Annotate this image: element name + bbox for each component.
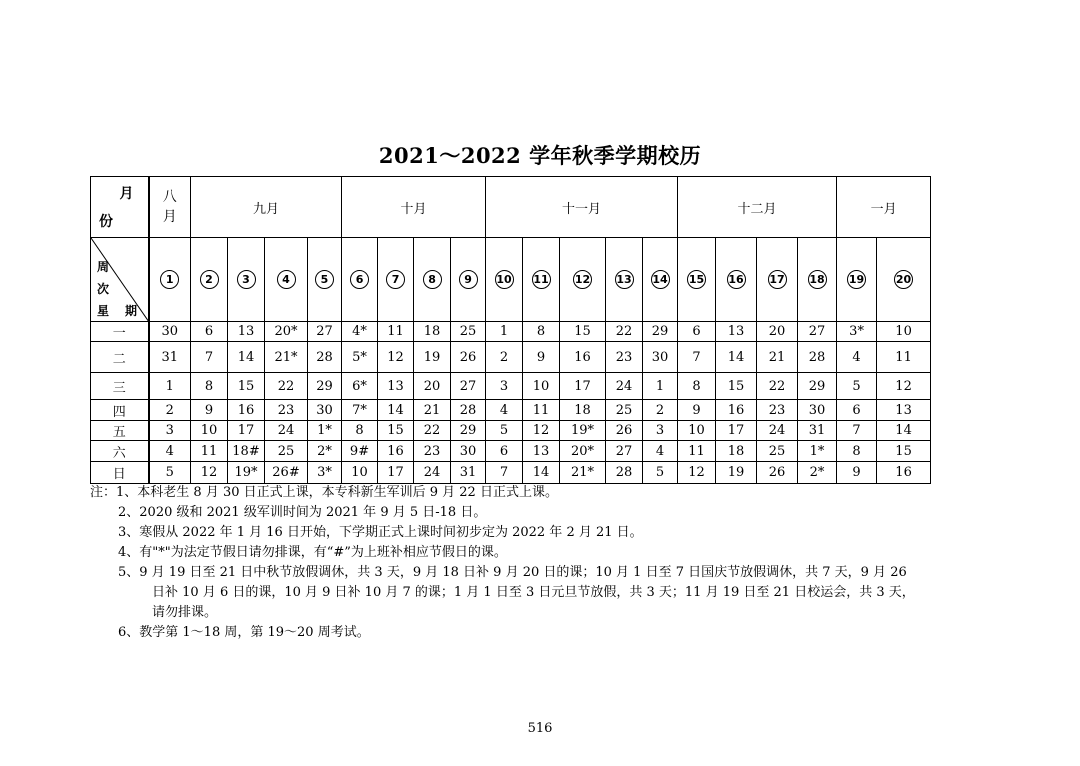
week-number-circle: 4 — [277, 270, 296, 289]
week-number-circle: 12 — [573, 270, 592, 289]
date-cell: 25 — [451, 322, 486, 342]
date-cell: 8 — [191, 373, 228, 400]
week-number-cell — [877, 238, 931, 322]
week-number-circle: 3 — [237, 270, 256, 289]
week-number-circle: 9 — [459, 270, 478, 289]
date-cell: 13 — [523, 441, 560, 462]
date-cell: 23 — [265, 400, 308, 421]
date-cell: 4 — [643, 441, 678, 462]
date-cell: 14 — [877, 421, 931, 441]
date-cell: 30 — [451, 441, 486, 462]
day-label: 六 — [91, 441, 149, 462]
note-line: 注：1、本科老生 8 月 30 日正式上课，本专科新生军训后 9 月 22 日正式上课。 — [90, 485, 558, 500]
month-label-char: 八 — [162, 189, 177, 205]
day-row — [91, 322, 931, 342]
date-cell: 30 — [149, 322, 191, 342]
date-cell: 21* — [560, 462, 606, 484]
date-cell: 21 — [757, 342, 798, 373]
date-cell: 26 — [757, 462, 798, 484]
date-cell: 8 — [678, 373, 716, 400]
date-cell: 12 — [678, 462, 716, 484]
week-number-cell — [378, 238, 414, 322]
school-calendar-table — [90, 176, 931, 484]
day-row — [91, 441, 931, 462]
week-number-circle: 20 — [894, 270, 913, 289]
date-cell: 29 — [451, 421, 486, 441]
date-cell: 4* — [342, 322, 378, 342]
date-cell: 19 — [414, 342, 451, 373]
date-cell: 16 — [378, 441, 414, 462]
date-cell: 8 — [837, 441, 877, 462]
date-cell: 20* — [265, 322, 308, 342]
note-line: 3、寒假从 2022 年 1 月 16 日开始，下学期正式上课时间初步定为 2022 年 2 月 21 日。 — [118, 525, 643, 540]
date-cell: 30 — [798, 400, 837, 421]
date-cell: 1 — [643, 373, 678, 400]
date-cell: 5 — [643, 462, 678, 484]
week-number-cell — [414, 238, 451, 322]
week-number-circle: 16 — [727, 270, 746, 289]
date-cell: 31 — [451, 462, 486, 484]
week-number-cell — [228, 238, 265, 322]
date-cell: 22 — [606, 322, 643, 342]
date-cell: 25 — [265, 441, 308, 462]
date-cell: 22 — [265, 373, 308, 400]
date-cell: 13 — [877, 400, 931, 421]
date-cell: 19 — [716, 462, 757, 484]
week-number-cell — [798, 238, 837, 322]
date-cell: 9 — [837, 462, 877, 484]
date-cell: 13 — [716, 322, 757, 342]
week-number-cell — [451, 238, 486, 322]
week-number-cell — [486, 238, 523, 322]
date-cell: 18 — [414, 322, 451, 342]
date-cell: 3* — [837, 322, 877, 342]
date-cell: 18 — [716, 441, 757, 462]
date-cell: 26 — [606, 421, 643, 441]
date-cell: 28 — [308, 342, 342, 373]
week-number-circle: 19 — [847, 270, 866, 289]
week-number-circle: 13 — [615, 270, 634, 289]
month-cell — [342, 177, 486, 238]
date-cell: 3 — [486, 373, 523, 400]
week-number-cell — [265, 238, 308, 322]
date-cell: 26# — [265, 462, 308, 484]
date-cell: 11 — [378, 322, 414, 342]
date-cell: 14 — [716, 342, 757, 373]
note-line: 2、2020 级和 2021 级军训时间为 2021 年 9 月 5 日-18 日。 — [118, 505, 487, 520]
date-cell: 21 — [414, 400, 451, 421]
week-number-circle: 6 — [350, 270, 369, 289]
note-line: 请勿排课。 — [152, 605, 218, 620]
week-number-circle: 15 — [687, 270, 706, 289]
month-label: 十二月 — [737, 201, 777, 217]
note-line: 6、教学第 1～18 周，第 19～20 周考试。 — [118, 625, 370, 640]
date-cell: 26 — [451, 342, 486, 373]
date-cell: 25 — [606, 400, 643, 421]
date-cell: 29 — [643, 322, 678, 342]
week-number-cell — [606, 238, 643, 322]
week-number-cell — [308, 238, 342, 322]
date-cell: 23 — [606, 342, 643, 373]
date-cell: 13 — [228, 322, 265, 342]
date-cell: 11 — [877, 342, 931, 373]
week-number-circle: 11 — [532, 270, 551, 289]
date-cell: 16 — [560, 342, 606, 373]
date-cell: 4 — [837, 342, 877, 373]
date-cell: 20 — [757, 322, 798, 342]
corner-month-top: 月 — [119, 186, 134, 202]
date-cell: 6 — [678, 322, 716, 342]
week-number-cell — [716, 238, 757, 322]
corner-month-bottom: 份 — [99, 214, 113, 230]
date-cell: 11 — [678, 441, 716, 462]
date-cell: 10 — [877, 322, 931, 342]
month-cell — [149, 177, 191, 238]
date-cell: 5 — [149, 462, 191, 484]
month-label: 九月 — [253, 201, 280, 217]
date-cell: 5 — [486, 421, 523, 441]
date-cell: 7 — [678, 342, 716, 373]
date-cell: 6* — [342, 373, 378, 400]
date-cell: 24 — [414, 462, 451, 484]
date-cell: 29 — [308, 373, 342, 400]
day-label: 一 — [91, 322, 149, 342]
date-cell: 2* — [308, 441, 342, 462]
week-number-cell — [757, 238, 798, 322]
date-cell: 2* — [798, 462, 837, 484]
week-number-cell — [342, 238, 378, 322]
corner-week-b: 次 — [97, 282, 110, 296]
day-label: 五 — [91, 421, 149, 441]
date-cell: 16 — [228, 400, 265, 421]
week-header-row — [91, 238, 931, 322]
day-label: 二 — [91, 342, 149, 373]
date-cell: 5* — [342, 342, 378, 373]
week-number-cell — [643, 238, 678, 322]
page-title: 2021～2022 学年秋季学期校历 — [378, 143, 702, 168]
date-cell: 10 — [678, 421, 716, 441]
date-cell: 17 — [228, 421, 265, 441]
note-line: 5、9 月 19 日至 21 日中秋节放假调休，共 3 天，9 月 18 日补 9 月 20 日的课；10 月 1 日至 7 日国庆节放假调休，共 7 天，9 月 26 — [118, 565, 907, 580]
week-number-cell — [191, 238, 228, 322]
date-cell: 15 — [877, 441, 931, 462]
date-cell: 4 — [486, 400, 523, 421]
day-label: 三 — [91, 373, 149, 400]
date-cell: 12 — [523, 421, 560, 441]
date-cell: 1 — [149, 373, 191, 400]
date-cell: 19* — [228, 462, 265, 484]
date-cell: 28 — [606, 462, 643, 484]
month-header-row — [91, 177, 931, 238]
date-cell: 24 — [606, 373, 643, 400]
week-number-cell — [149, 238, 191, 322]
week-corner-cell — [91, 238, 149, 322]
date-cell: 30 — [643, 342, 678, 373]
date-cell: 12 — [191, 462, 228, 484]
date-cell: 2 — [643, 400, 678, 421]
month-label: 十月 — [400, 201, 427, 217]
day-label: 日 — [91, 462, 149, 484]
month-cell — [191, 177, 342, 238]
week-number-cell — [837, 238, 877, 322]
date-cell: 28 — [798, 342, 837, 373]
date-cell: 25 — [757, 441, 798, 462]
date-cell: 15 — [228, 373, 265, 400]
day-row — [91, 462, 931, 484]
month-cell — [486, 177, 678, 238]
date-cell: 10 — [523, 373, 560, 400]
date-cell: 8 — [523, 322, 560, 342]
date-cell: 7* — [342, 400, 378, 421]
month-label: 一月 — [870, 201, 897, 217]
date-cell: 30 — [308, 400, 342, 421]
date-cell: 6 — [191, 322, 228, 342]
date-cell: 21* — [265, 342, 308, 373]
date-cell: 28 — [451, 400, 486, 421]
date-cell: 27 — [451, 373, 486, 400]
date-cell: 9 — [523, 342, 560, 373]
date-cell: 15 — [560, 322, 606, 342]
date-cell: 1 — [486, 322, 523, 342]
date-cell: 18 — [560, 400, 606, 421]
corner-week-d: 期 — [125, 304, 138, 318]
week-number-circle: 10 — [495, 270, 514, 289]
day-row — [91, 400, 931, 421]
note-line: 日补 10 月 6 日的课，10 月 9 日补 10 月 7 的课；1 月 1 日至 3 日元旦节放假，共 3 天；11 月 19 日至 21 日校运会，共 3 天， — [152, 585, 915, 600]
date-cell: 3* — [308, 462, 342, 484]
date-cell: 22 — [414, 421, 451, 441]
date-cell: 27 — [308, 322, 342, 342]
date-cell: 11 — [523, 400, 560, 421]
day-label: 四 — [91, 400, 149, 421]
date-cell: 24 — [757, 421, 798, 441]
date-cell: 8 — [342, 421, 378, 441]
date-cell: 5 — [837, 373, 877, 400]
month-label-char: 月 — [162, 209, 177, 225]
date-cell: 17 — [716, 421, 757, 441]
month-cell — [837, 177, 931, 238]
date-cell: 20 — [414, 373, 451, 400]
week-number-circle: 5 — [315, 270, 334, 289]
week-number-circle: 1 — [160, 270, 179, 289]
date-cell: 23 — [757, 400, 798, 421]
date-cell: 6 — [837, 400, 877, 421]
date-cell: 31 — [798, 421, 837, 441]
date-cell: 24 — [265, 421, 308, 441]
date-cell: 22 — [757, 373, 798, 400]
week-number-circle: 7 — [386, 270, 405, 289]
day-row — [91, 421, 931, 441]
date-cell: 1* — [798, 441, 837, 462]
date-cell: 2 — [149, 400, 191, 421]
date-cell: 23 — [414, 441, 451, 462]
date-cell: 3 — [149, 421, 191, 441]
week-number-cell — [678, 238, 716, 322]
day-row — [91, 342, 931, 373]
date-cell: 6 — [486, 441, 523, 462]
date-cell: 9 — [191, 400, 228, 421]
date-cell: 14 — [228, 342, 265, 373]
week-number-circle: 2 — [200, 270, 219, 289]
date-cell: 4 — [149, 441, 191, 462]
date-cell: 16 — [716, 400, 757, 421]
date-cell: 17 — [378, 462, 414, 484]
date-cell: 14 — [378, 400, 414, 421]
corner-week-a: 周 — [97, 260, 110, 274]
date-cell: 11 — [191, 441, 228, 462]
week-number-circle: 8 — [423, 270, 442, 289]
date-cell: 18# — [228, 441, 265, 462]
date-cell: 13 — [378, 373, 414, 400]
date-cell: 10 — [342, 462, 378, 484]
week-number-cell — [523, 238, 560, 322]
date-cell: 27 — [606, 441, 643, 462]
date-cell: 9 — [678, 400, 716, 421]
date-cell: 7 — [837, 421, 877, 441]
month-corner-cell — [91, 177, 149, 238]
date-cell: 10 — [191, 421, 228, 441]
month-cell — [678, 177, 837, 238]
day-row — [91, 373, 931, 400]
date-cell: 20* — [560, 441, 606, 462]
date-cell: 15 — [716, 373, 757, 400]
date-cell: 15 — [378, 421, 414, 441]
week-number-cell — [560, 238, 606, 322]
date-cell: 27 — [798, 322, 837, 342]
date-cell: 19* — [560, 421, 606, 441]
date-cell: 29 — [798, 373, 837, 400]
date-cell: 2 — [486, 342, 523, 373]
date-cell: 31 — [149, 342, 191, 373]
page-number: 516 — [527, 721, 553, 736]
note-line: 4、有"*"为法定节假日请勿排课，有“#”为上班补相应节假日的课。 — [118, 545, 507, 560]
notes-section — [90, 483, 990, 643]
date-cell: 7 — [486, 462, 523, 484]
date-cell: 14 — [523, 462, 560, 484]
week-number-circle: 14 — [651, 270, 670, 289]
date-cell: 16 — [877, 462, 931, 484]
date-cell: 12 — [378, 342, 414, 373]
date-cell: 9# — [342, 441, 378, 462]
corner-week-c: 星 — [97, 304, 110, 318]
month-label: 十一月 — [562, 201, 602, 217]
date-cell: 7 — [191, 342, 228, 373]
date-cell: 12 — [877, 373, 931, 400]
week-number-circle: 17 — [768, 270, 787, 289]
month-label-vertical — [150, 187, 191, 227]
week-number-circle: 18 — [808, 270, 827, 289]
date-cell: 17 — [560, 373, 606, 400]
date-cell: 3 — [643, 421, 678, 441]
date-cell: 1* — [308, 421, 342, 441]
